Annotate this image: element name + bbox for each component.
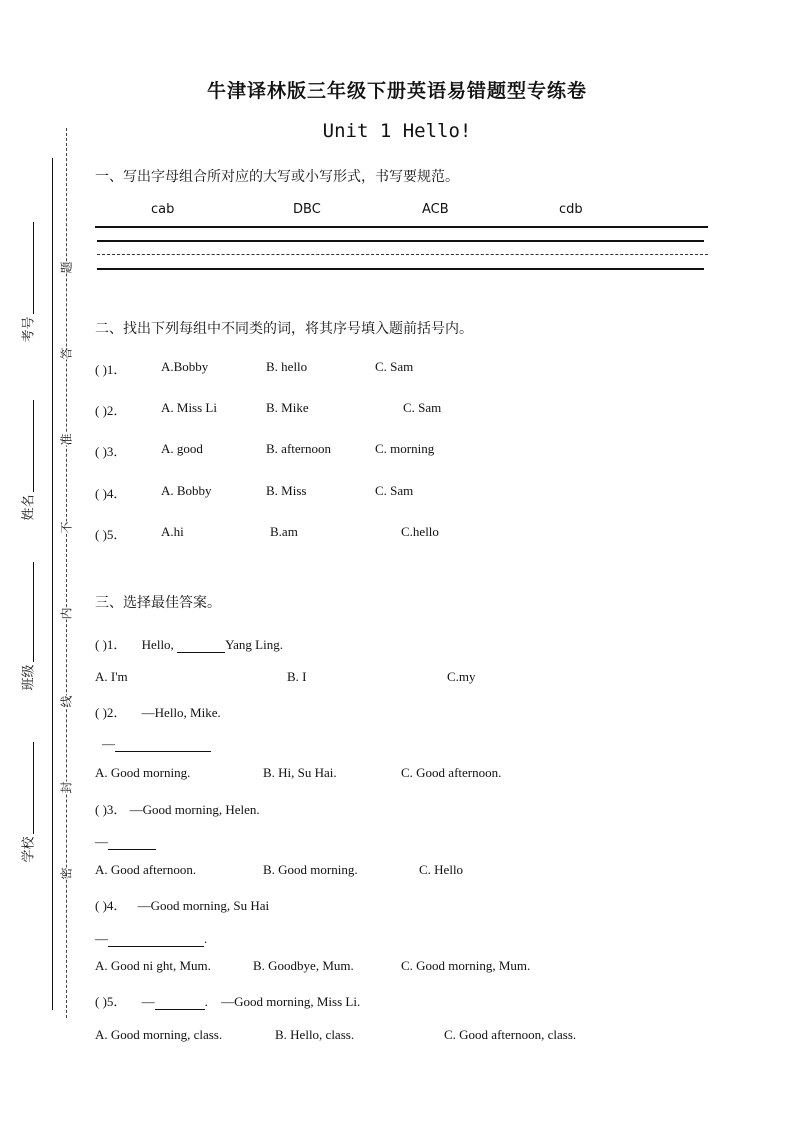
- option-a: A. Good ni ght, Mum.: [95, 958, 211, 973]
- option-a: A. Good afternoon.: [95, 862, 197, 877]
- item-number: ( )3．: [95, 444, 127, 459]
- answer-line: [102, 736, 211, 752]
- option-b: B. Goodbye, Mum.: [253, 958, 354, 973]
- writing-line-bottom: [97, 268, 704, 270]
- option-c: C. Good afternoon, class.: [444, 1027, 577, 1042]
- seal-char: 封: [57, 781, 76, 793]
- option-c: C. Sam: [375, 359, 414, 374]
- option-a: A.Bobby: [161, 359, 209, 374]
- option-b: B. Hello, class.: [275, 1027, 355, 1042]
- option-c: C. Good afternoon.: [401, 765, 502, 780]
- question-2: [95, 702, 221, 721]
- section1-heading: 一、写出字母组合所对应的大写或小写形式，书写要规范。: [95, 169, 459, 185]
- letter-group: cdb: [559, 202, 583, 217]
- question-text: —Good morning, Miss Li.: [221, 994, 361, 1009]
- option-b: B. Good morning.: [263, 862, 358, 877]
- question-3: [95, 799, 260, 818]
- item-number: ( )5．: [95, 527, 127, 542]
- answer-blank[interactable]: [177, 638, 225, 653]
- option-b: B. Miss: [266, 483, 307, 498]
- option-b: B. I: [287, 669, 307, 684]
- seal-char: 答: [57, 347, 76, 359]
- question-text: Hello,: [141, 637, 174, 652]
- writing-line-top: [95, 226, 708, 228]
- seal-char: 题: [57, 261, 76, 273]
- question-4: [95, 895, 269, 914]
- answer-dash: —: [95, 834, 108, 849]
- answer-line: [95, 834, 156, 850]
- answer-blank[interactable]: [108, 835, 156, 850]
- letter-group: cab: [151, 202, 175, 217]
- option-c: C. Hello: [419, 862, 464, 877]
- option-b: B.am: [270, 524, 298, 539]
- exam-number-blank: [33, 222, 34, 314]
- answer-blank[interactable]: [108, 932, 204, 947]
- name-blank: [33, 400, 34, 492]
- option-b: B. hello: [266, 359, 308, 374]
- option-c: C.my: [447, 669, 476, 684]
- question-number: ( )3．: [95, 802, 127, 817]
- binding-line-outer: [52, 158, 53, 1010]
- answer-line: [95, 931, 207, 947]
- option-c: C. Sam: [403, 400, 442, 415]
- writing-line-middle: [97, 254, 708, 255]
- school-label: 学校: [21, 836, 37, 863]
- letter-group: DBC: [293, 202, 321, 217]
- letter-group: ACB: [422, 202, 449, 217]
- seal-char: 密: [57, 867, 76, 879]
- option-a: A. Good morning, class.: [95, 1027, 223, 1042]
- question-number: ( )5．: [95, 994, 127, 1009]
- option-c: C.hello: [401, 524, 439, 539]
- option-a: A. I'm: [95, 669, 128, 684]
- question-5: [95, 991, 360, 1010]
- question-number: ( )1．: [95, 637, 127, 652]
- option-b: B. Mike: [266, 400, 309, 415]
- option-a: A. Bobby: [161, 483, 212, 498]
- item-number: ( )2．: [95, 403, 127, 418]
- question-text: .: [204, 994, 208, 1009]
- question-text: —Good morning, Su Hai: [137, 898, 270, 913]
- option-a: A. good: [161, 441, 203, 456]
- class-label: 班级: [21, 664, 37, 691]
- option-a: A. Good morning.: [95, 765, 191, 780]
- page-subtitle: Unit 1 Hello!: [322, 120, 472, 142]
- exam-number-label: 考号: [21, 316, 37, 343]
- writing-line-upper: [97, 240, 704, 242]
- question-number: ( )2．: [95, 705, 127, 720]
- class-blank: [33, 562, 34, 662]
- option-a: A.hi: [161, 524, 184, 539]
- answer-dash: —: [102, 736, 115, 751]
- question-1: [95, 634, 283, 653]
- answer-end: .: [204, 931, 208, 946]
- answer-blank[interactable]: [155, 995, 205, 1010]
- answer-dash: —: [95, 931, 108, 946]
- item-number: ( )4．: [95, 486, 127, 501]
- question-text: —: [141, 994, 155, 1009]
- question-text: Yang Ling.: [225, 637, 283, 652]
- option-c: C. Good morning, Mum.: [401, 958, 531, 973]
- seal-char: 不: [57, 521, 76, 533]
- option-c: C. Sam: [375, 483, 414, 498]
- school-blank: [33, 742, 34, 834]
- seal-char: 准: [57, 433, 76, 445]
- page-title: 牛津译林版三年级下册英语易错题型专练卷: [206, 80, 587, 102]
- question-number: ( )4．: [95, 898, 127, 913]
- question-text: —Hello, Mike.: [141, 705, 221, 720]
- section2-heading: 二、找出下列每组中不同类的词，将其序号填入题前括号内。: [95, 321, 473, 337]
- section3-heading: 三、选择最佳答案。: [95, 595, 221, 611]
- seal-char: 内: [57, 607, 76, 619]
- seal-char: 线: [57, 695, 76, 707]
- question-text: —Good morning, Helen.: [129, 802, 260, 817]
- answer-blank[interactable]: [115, 737, 211, 752]
- option-c: C. morning: [375, 441, 435, 456]
- name-label: 姓名: [21, 494, 37, 521]
- option-b: B. Hi, Su Hai.: [263, 765, 337, 780]
- item-number: ( )1．: [95, 362, 127, 377]
- option-a: A. Miss Li: [161, 400, 217, 415]
- option-b: B. afternoon: [266, 441, 331, 456]
